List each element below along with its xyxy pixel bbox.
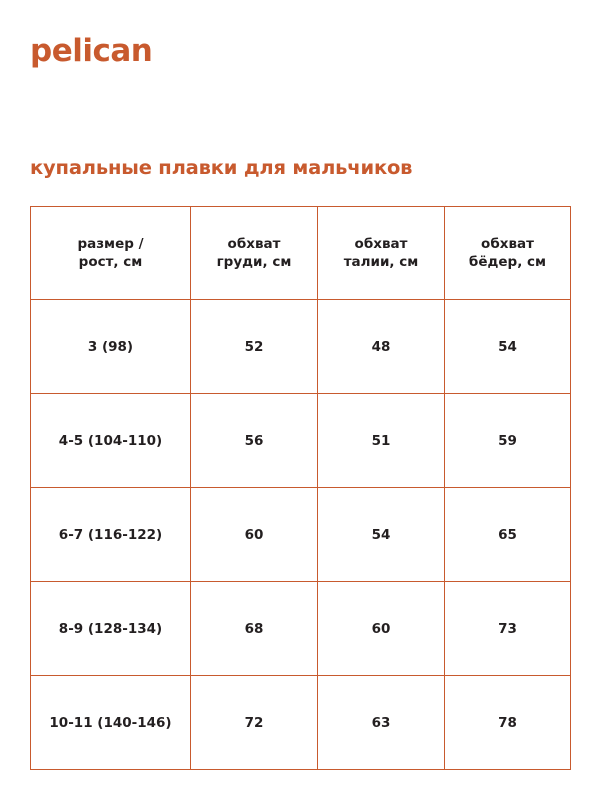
table-header-row — [31, 207, 571, 300]
cell-waist: 60 — [318, 582, 445, 676]
size-table — [30, 206, 571, 770]
cell-hips: 59 — [445, 394, 571, 488]
cell-waist: 51 — [318, 394, 445, 488]
cell-chest: 60 — [191, 488, 318, 582]
column-header-size: размер / рост, см — [31, 207, 191, 300]
cell-chest: 52 — [191, 300, 318, 394]
cell-hips: 65 — [445, 488, 571, 582]
table-row — [31, 300, 571, 394]
table-row — [31, 488, 571, 582]
size-table-body — [31, 300, 571, 770]
column-header-waist: обхват талии, см — [318, 207, 445, 300]
brand-logo: pelican — [30, 33, 153, 69]
size-table-head — [31, 207, 571, 300]
cell-size: 4-5 (104-110) — [31, 394, 191, 488]
cell-waist: 63 — [318, 676, 445, 770]
table-row — [31, 676, 571, 770]
cell-chest: 56 — [191, 394, 318, 488]
cell-chest: 68 — [191, 582, 318, 676]
table-row — [31, 582, 571, 676]
cell-size: 3 (98) — [31, 300, 191, 394]
cell-size: 8-9 (128-134) — [31, 582, 191, 676]
cell-hips: 78 — [445, 676, 571, 770]
cell-hips: 73 — [445, 582, 571, 676]
page-title: купальные плавки для мальчиков — [30, 156, 413, 179]
column-header-hips: обхват бёдер, см — [445, 207, 571, 300]
table-row — [31, 394, 571, 488]
cell-size: 6-7 (116-122) — [31, 488, 191, 582]
cell-waist: 54 — [318, 488, 445, 582]
column-header-chest: обхват груди, см — [191, 207, 318, 300]
cell-waist: 48 — [318, 300, 445, 394]
cell-size: 10-11 (140-146) — [31, 676, 191, 770]
cell-hips: 54 — [445, 300, 571, 394]
cell-chest: 72 — [191, 676, 318, 770]
